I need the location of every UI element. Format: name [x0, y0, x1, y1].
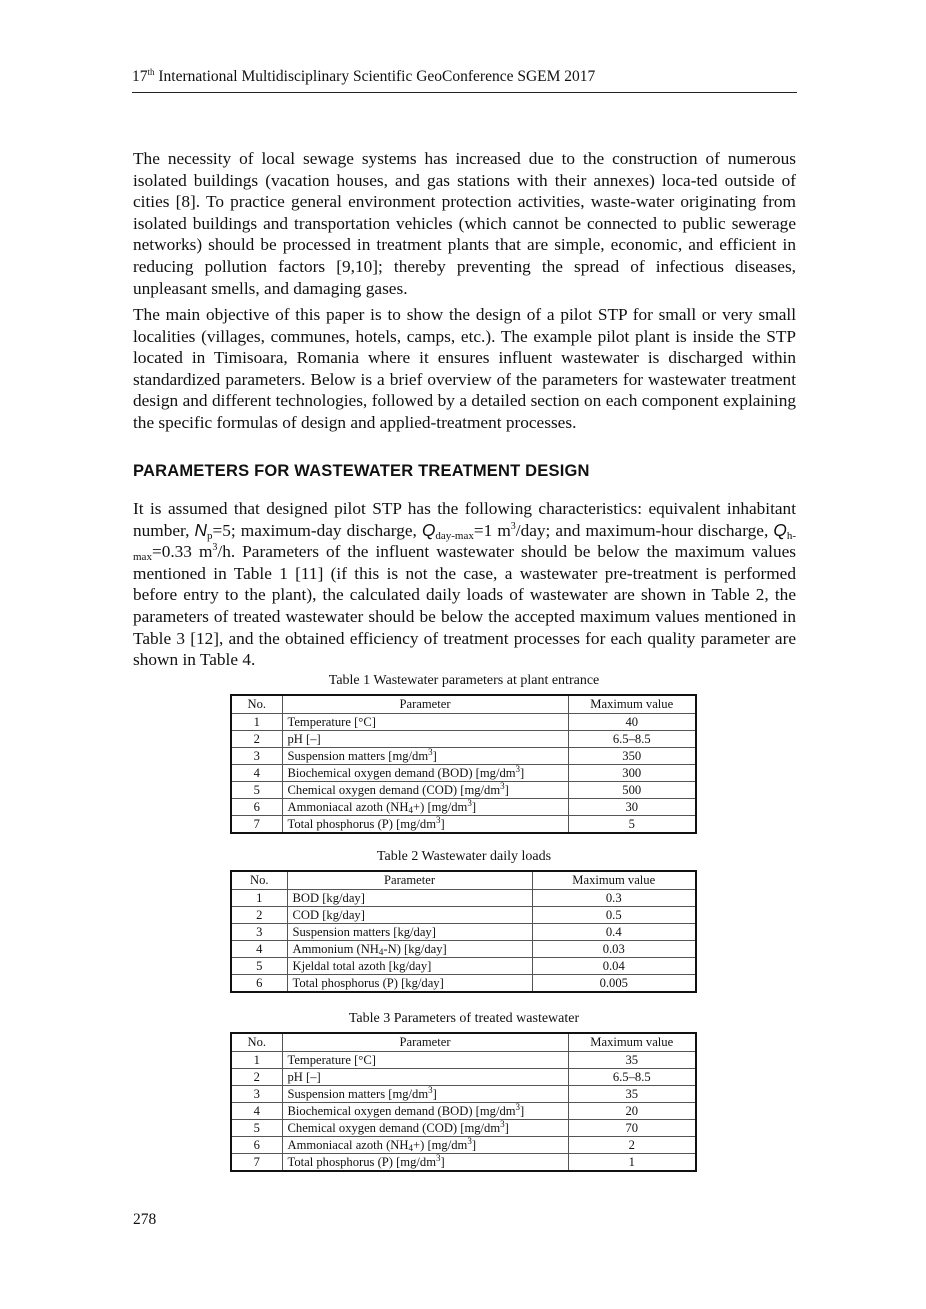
param-superscript: 3 [428, 746, 433, 757]
table-row [231, 1154, 696, 1172]
cell-value: 0.3 [532, 890, 696, 907]
cell-value: 0.4 [532, 924, 696, 941]
param-superscript: 3 [436, 814, 441, 825]
cell-no: 2 [231, 907, 287, 924]
cell-parameter: Kjeldal total azoth [kg/day] [287, 958, 532, 975]
table-row [231, 1120, 696, 1137]
param-text: -N) [kg/day] [383, 941, 447, 956]
cell-value: 6.5–8.5 [568, 1069, 696, 1086]
param-tail: ] [504, 782, 509, 797]
table-row [231, 1103, 696, 1120]
table-row [231, 1052, 696, 1069]
edition-number: 17 [132, 68, 148, 85]
text-run: =0.33 m [151, 542, 213, 562]
qh-subscript: h-max [133, 529, 796, 564]
cell-value: 350 [568, 748, 696, 765]
qh-symbol: Q [773, 519, 787, 540]
param-text: Chemical oxygen demand (COD) [mg/dm [287, 1120, 501, 1135]
cell-value: 300 [568, 765, 696, 782]
text-run: /day; and maximum-hour discharge, [515, 520, 774, 540]
table-row [231, 890, 696, 907]
cell-parameter [282, 748, 568, 765]
cell-no: 7 [231, 816, 282, 834]
table-row [231, 765, 696, 782]
header-rule [132, 92, 797, 93]
table-1-caption: Table 1 Wastewater parameters at plant entrance [328, 673, 600, 688]
table-row [231, 1086, 696, 1103]
param-text: Total phosphorus (P) [mg/dm [287, 816, 436, 831]
param-superscript: 3 [500, 1118, 505, 1129]
cell-parameter [282, 1137, 568, 1154]
conference-title: International Multidisciplinary Scientific GeoConference SGEM 2017 [158, 68, 596, 85]
param-subscript: 4 [378, 946, 384, 957]
cell-no: 3 [231, 748, 282, 765]
cell-no: 1 [231, 1052, 282, 1069]
column-header: Maximum value [568, 695, 696, 714]
param-tail: ] [440, 1154, 445, 1169]
section-heading: PARAMETERS FOR WASTEWATER TREATMENT DESIGN [133, 462, 590, 480]
table-row [231, 1069, 696, 1086]
column-header: No. [231, 695, 282, 714]
column-header: No. [231, 1033, 282, 1052]
param-text: Ammonium (NH [292, 941, 379, 956]
param-text: Suspension matters [mg/dm [287, 748, 429, 763]
table-2-caption: Table 2 Wastewater daily loads [376, 849, 552, 864]
param-text: +) [mg/dm [413, 1137, 468, 1152]
cell-no: 6 [231, 1137, 282, 1154]
cell-no: 4 [231, 941, 287, 958]
table-row [231, 975, 696, 993]
param-text: Biochemical oxygen demand (BOD) [mg/dm [287, 765, 516, 780]
cell-no: 6 [231, 975, 287, 993]
param-text: Ammoniacal azoth (NH [287, 1137, 409, 1152]
cell-value: 6.5–8.5 [568, 731, 696, 748]
column-header: No. [231, 871, 287, 890]
paragraph-intro: The necessity of local sewage systems has increased due to the construction of numerous isolated buildings (vacation houses, and gas stations with their annexes) loca-ted outside of cities [8]. To practice general environment protection activities, waste-water originating from isolated buildings and transportation vehicles (which cannot be connected to public sewerage networks) should be processed in treatment plants that are simple, economic, and efficient in reducing pollution factors [9,10]; thereby preventing the spread of infectious diseases, unpleasant smells, and damaging gases. [133, 149, 796, 298]
cell-no: 5 [231, 958, 287, 975]
param-superscript: 3 [515, 763, 521, 774]
cell-value: 70 [568, 1120, 696, 1137]
cell-no: 2 [231, 731, 282, 748]
column-header: Maximum value [532, 871, 696, 890]
text-run: =1 m [473, 520, 511, 540]
text-run: /h. Parameters of the influent wastewater should be below the maximum values mentioned in Table 1 [11] (if this is not the case, a wastewater pre-treatment is performed before entry to the plant), the calculated daily loads of wastewater are shown in Table 2, the parameters of treated wastewater should be below the accepted maximum values mentioned in Table 3 [12], and the obtained efficiency of treatment processes for each quality parameter are shown in Table 4. [133, 542, 796, 670]
table-3 [230, 1032, 697, 1172]
cell-no: 5 [231, 782, 282, 799]
param-tail: ] [432, 1086, 437, 1101]
param-tail: ] [520, 1103, 525, 1118]
cell-no: 3 [231, 924, 287, 941]
param-superscript: 3 [500, 780, 505, 791]
table-row [231, 907, 696, 924]
cell-value: 500 [568, 782, 696, 799]
table-header-row [231, 1033, 696, 1052]
table-header-row [231, 871, 696, 890]
edition-suffix: th [147, 67, 155, 77]
table-row [231, 731, 696, 748]
param-tail: ] [504, 1120, 509, 1135]
cell-parameter: BOD [kg/day] [287, 890, 532, 907]
cell-no: 1 [231, 714, 282, 731]
table-2 [230, 870, 697, 993]
text-run: It is assumed that designed pilot STP has the following characteristics: equivalent inhabitant number, [133, 499, 796, 540]
table-row [231, 1137, 696, 1154]
table-3-caption: Table 3 Parameters of treated wastewater [348, 1011, 580, 1026]
cell-value: 5 [568, 816, 696, 834]
cell-value: 0.03 [532, 941, 696, 958]
param-tail: ] [520, 765, 525, 780]
column-header: Parameter [287, 871, 532, 890]
param-text: Chemical oxygen demand (COD) [mg/dm [287, 782, 501, 797]
cube-superscript: 3 [212, 542, 218, 554]
cell-value: 0.04 [532, 958, 696, 975]
param-text: +) [mg/dm [413, 799, 468, 814]
param-text: Biochemical oxygen demand (BOD) [mg/dm [287, 1103, 516, 1118]
paragraph-assumptions [133, 498, 796, 671]
cell-parameter [282, 1086, 568, 1103]
column-header: Parameter [282, 695, 568, 714]
table-1 [230, 694, 697, 834]
cell-value: 0.5 [532, 907, 696, 924]
table-row [231, 714, 696, 731]
cell-value: 2 [568, 1137, 696, 1154]
cell-parameter: Total phosphorus (P) [kg/day] [287, 975, 532, 993]
param-subscript: 4 [408, 804, 413, 815]
cell-no: 7 [231, 1154, 282, 1172]
table-row [231, 958, 696, 975]
param-superscript: 3 [467, 1135, 472, 1146]
cell-no: 2 [231, 1069, 282, 1086]
param-subscript: 4 [408, 1142, 413, 1153]
param-superscript: 3 [515, 1101, 521, 1112]
cell-value: 40 [568, 714, 696, 731]
cell-value: 30 [568, 799, 696, 816]
cell-value: 0.005 [532, 975, 696, 993]
cell-no: 4 [231, 765, 282, 782]
param-text: Total phosphorus (P) [mg/dm [287, 1154, 436, 1169]
cell-parameter [282, 782, 568, 799]
cell-value: 35 [568, 1052, 696, 1069]
table-row [231, 816, 696, 834]
cell-parameter [282, 765, 568, 782]
param-tail: ] [432, 748, 437, 763]
cell-parameter: Suspension matters [kg/day] [287, 924, 532, 941]
table-header-row [231, 695, 696, 714]
param-text: Suspension matters [mg/dm [287, 1086, 429, 1101]
cell-no: 3 [231, 1086, 282, 1103]
column-header: Parameter [282, 1033, 568, 1052]
page-number: 278 [133, 1211, 157, 1228]
cell-parameter: pH [–] [282, 731, 568, 748]
cell-no: 4 [231, 1103, 282, 1120]
np-subscript: p [206, 529, 213, 542]
qday-symbol: Q [421, 519, 436, 540]
table-row [231, 924, 696, 941]
table-row [231, 799, 696, 816]
cell-parameter: COD [kg/day] [287, 907, 532, 924]
table-row [231, 941, 696, 958]
cell-no: 5 [231, 1120, 282, 1137]
cell-parameter [282, 816, 568, 834]
cell-parameter [282, 799, 568, 816]
np-symbol: N [194, 519, 207, 540]
cell-value: 35 [568, 1086, 696, 1103]
column-header: Maximum value [568, 1033, 696, 1052]
param-superscript: 3 [436, 1152, 441, 1163]
param-tail: ] [471, 799, 477, 814]
cell-parameter: pH [–] [282, 1069, 568, 1086]
param-text: Ammoniacal azoth (NH [287, 799, 409, 814]
cell-no: 1 [231, 890, 287, 907]
cell-no: 6 [231, 799, 282, 816]
cell-parameter [282, 1154, 568, 1172]
param-tail: ] [471, 1137, 477, 1152]
table-row [231, 748, 696, 765]
cell-parameter [282, 1103, 568, 1120]
cell-value: 20 [568, 1103, 696, 1120]
cell-parameter [287, 941, 532, 958]
cell-parameter: Temperature [°C] [282, 1052, 568, 1069]
cube-superscript: 3 [510, 520, 516, 532]
paragraph-objective: The main objective of this paper is to show the design of a pilot STP for small or very small localities (villages, communes, hotels, camps, etc.). The example pilot plant is inside the STP located in Timisoara, Romania where it ensures influent wastewater is discharged within standardized parameters. Below is a brief overview of the parameters for wastewater treatment design and different technologies, followed by a detailed section on each component explaining the specific formulas of design and applied-treatment processes. [133, 305, 796, 432]
param-superscript: 3 [428, 1084, 433, 1095]
running-header [132, 67, 797, 87]
cell-parameter: Temperature [°C] [282, 714, 568, 731]
table-row [231, 782, 696, 799]
param-tail: ] [440, 816, 445, 831]
text-run: =5; maximum-day discharge, [212, 520, 422, 540]
cell-value: 1 [568, 1154, 696, 1172]
cell-parameter [282, 1120, 568, 1137]
qday-subscript: day-max [435, 529, 474, 542]
param-superscript: 3 [467, 797, 472, 808]
